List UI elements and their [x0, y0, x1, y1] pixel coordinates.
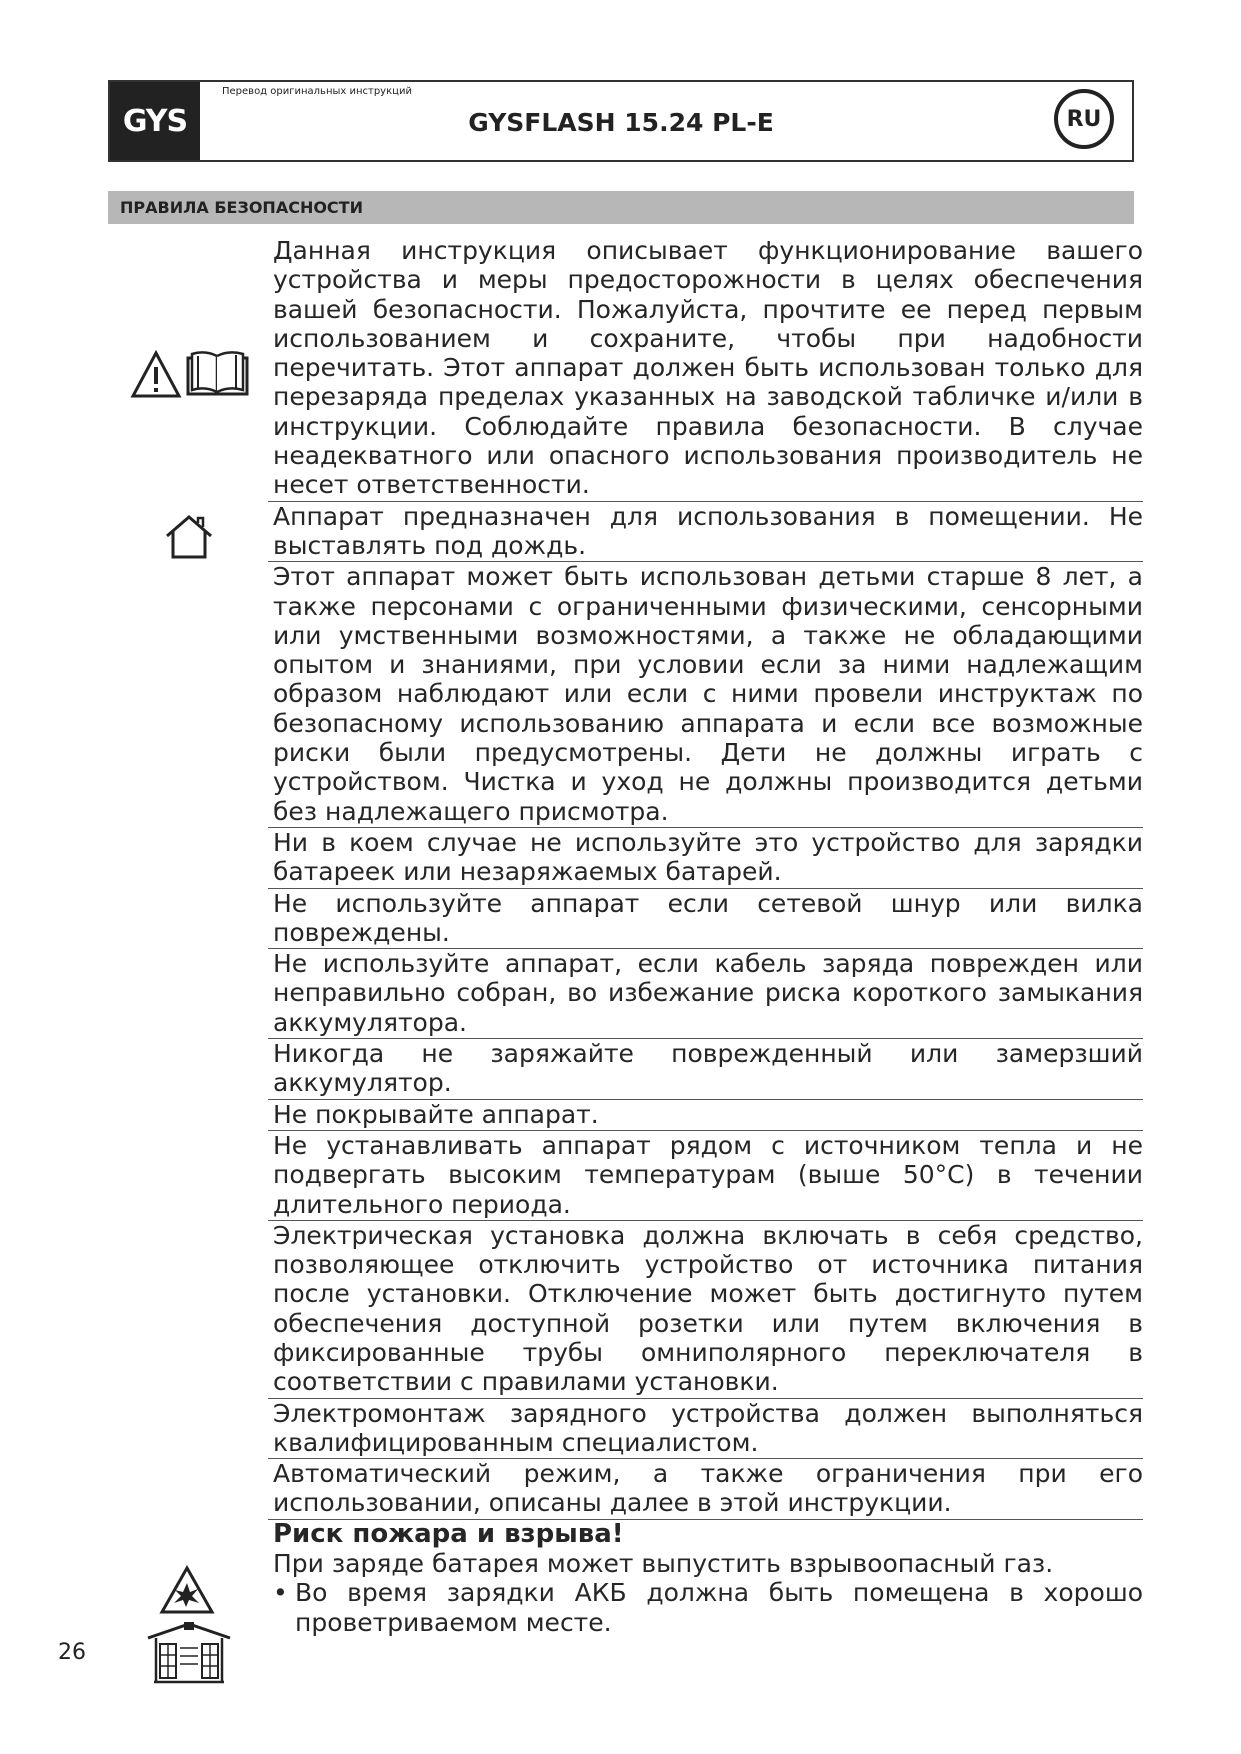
indoor-use-house-icon: [164, 514, 214, 560]
warning-read-manual-icon: [130, 350, 252, 400]
explosion-warning-icon: [159, 1565, 215, 1615]
bullet-symbol: •: [273, 1578, 288, 1608]
automatic-mode-block: Автоматический режим, а также ограничения при его использовании, описаны далее в этой инструкции.: [268, 1459, 1143, 1520]
fire-explosion-risk-block: [268, 1520, 1143, 1638]
page-header: [108, 80, 1134, 162]
ventilation-bullet: • Во время зарядки АКБ должна быть помещена в хорошо проветриваемом месте.: [273, 1578, 1143, 1637]
safety-rules-content: [268, 236, 1143, 1638]
ventilated-room-icon: [146, 1622, 232, 1684]
electrical-installation-block: Электрическая установка должна включать в себя средство, позволяющее отключить устройство от источника питания после установки. Отключение может быть достигнуто путем обеспечения доступной розетки или путем включения в фиксированные трубы омниполярного переключателя в соответствии с правилами установки.: [268, 1221, 1143, 1399]
risk-text: При заряде батарея может выпустить взрывоопасный газ.: [273, 1549, 1054, 1579]
risk-title: Риск пожара и взрыва!: [273, 1518, 624, 1549]
instruction-intro-block: Данная инструкция описывает функционирование вашего устройства и меры предосторожности в целях обеспечения вашей безопасности. Пожалуйста, прочтите ее перед первым использованием и сохраните, чтобы при надобности перечитать. Этот аппарат должен быть использован только для перезаряда пределах указанных на заводской табличке и/или в инструкции. Соблюдайте правила безопасности. В случае неадекватного или опасного использования производитель не несет ответственности.: [268, 236, 1143, 502]
non-rechargeable-block: Ни в коем случае не используйте это устройство для зарядки батареек или незаряжаемых батарей.: [268, 828, 1143, 889]
children-use-block: Этот аппарат может быть использован детьми старше 8 лет, а также персонами с ограниченными физическими, сенсорными или умственными возможностями, а также не обладающими опытом и знаниями, при условии если за ними надлежащим образом наблюдают или если с ними провели инструктаж по безопасному использованию аппарата и если все возможные риски были предусмотрены. Дети не должны играть с устройством. Чистка и уход не должны производится детьми без надлежащего присмотра.: [268, 562, 1143, 828]
header-subtitle: Перевод оригинальных инструкций: [222, 86, 412, 97]
qualified-installer-block: Электромонтаж зарядного устройства должен выполняться квалифицированным специалистом.: [268, 1399, 1143, 1460]
indoor-use-block: Аппарат предназначен для использования в помещении. Не выставлять под дождь.: [268, 502, 1143, 563]
damaged-cord-block: Не используйте аппарат если сетевой шнур или вилка повреждены.: [268, 889, 1143, 950]
gys-logo: GYS: [110, 82, 200, 160]
heat-source-block: Не устанавливать аппарат рядом с источником тепла и не подвергать высоким температурам (выше 50°C) в течении длительного периода.: [268, 1131, 1143, 1221]
damaged-cable-block: Не используйте аппарат, если кабель заряда поврежден или неправильно собран, во избежание риска короткого замыкания аккумулятора.: [268, 949, 1143, 1039]
page-number: 26: [58, 1640, 86, 1665]
language-badge: RU: [1054, 89, 1114, 149]
frozen-battery-block: Никогда не заряжайте поврежденный или замерзший аккумулятор.: [268, 1039, 1143, 1100]
model-title: GYSFLASH 15.24 PL-E: [468, 108, 774, 137]
do-not-cover-block: Не покрывайте аппарат.: [268, 1100, 1143, 1131]
section-title: ПРАВИЛА БЕЗОПАСНОСТИ: [108, 191, 1134, 224]
